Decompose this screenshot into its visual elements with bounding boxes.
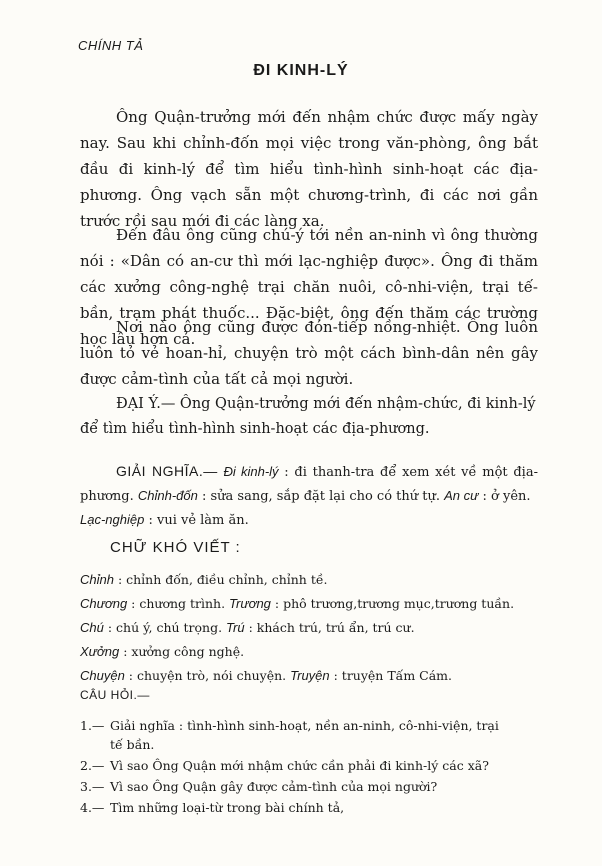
question-text: Giải nghĩa : tình-hình sinh-hoạt, nền an-ninh, cô-nhi-viện, trại: [110, 718, 499, 733]
spelling-line: [80, 640, 550, 664]
spelling-word: Chuyện: [80, 668, 125, 683]
question-number: 3.—: [80, 779, 105, 794]
spelling-word: Chương: [80, 596, 128, 611]
vocabulary-entry: [138, 489, 444, 504]
spelling-examples: : phô trương,trương mục,trương tuần.: [270, 596, 515, 611]
spelling-line: [80, 616, 550, 640]
vocabulary-term: Chỉnh-đốn: [137, 488, 198, 503]
spelling-examples: : khách trú, trú ẩn, trú cư.: [244, 620, 415, 635]
vocabulary-term: An cư: [444, 488, 479, 503]
question-item: [80, 777, 550, 796]
questions-list: [80, 716, 550, 819]
spelling-word: Chú: [80, 620, 104, 635]
vocabulary-entry: [444, 489, 530, 504]
spelling-word: Trương: [229, 596, 271, 611]
paragraph-1: Ông Quận-trưởng mới đến nhậm chức được mấy ngày nay. Sau khi chỉnh-đốn mọi việc trong văn-phòng, ông bắt đầu đi kinh-lý để tìm hiểu tình-hình sinh-hoạt các địa-phương. Ông vạch sẵn một chương-trình, đi các nơi gần trước rồi sau mới đi các làng xa.: [80, 108, 538, 230]
question-text: Vì sao Ông Quận mới nhậm chức cần phải đi kinh-lý các xã?: [110, 758, 489, 773]
vocabulary-definition: : ở yên.: [478, 489, 531, 504]
vocabulary-definition: : đi thanh-tra để xem xét về một địa-phương.: [80, 465, 538, 504]
spelling-examples: : truyện Tấm Cám.: [329, 668, 452, 683]
spelling-examples: : chương trình.: [127, 596, 230, 611]
spelling-line: [80, 664, 550, 688]
question-number: 1.—: [80, 718, 105, 733]
vocabulary-term: Đi kinh-lý: [223, 464, 279, 479]
spelling-word: Trú: [226, 620, 245, 635]
question-text: Vì sao Ông Quận gây được cảm-tình của mọi người?: [110, 779, 438, 794]
spelling-examples: : chỉnh đốn, điều chỉnh, chỉnh tề.: [113, 572, 328, 587]
spelling-list: [80, 568, 550, 688]
spelling-examples: : xưởng công nghệ.: [119, 644, 245, 659]
spelling-word: Truyện: [290, 668, 330, 683]
question-text: Tìm những loại-từ trong bài chính tả,: [110, 800, 345, 815]
vocabulary-entry: [80, 513, 249, 528]
spelling-word: Xưởng: [80, 644, 120, 659]
main-idea: ĐẠI Ý.— Ông Quận-trưởng mới đến nhậm-chức, đi kinh-lý để tìm hiểu tình-hình sinh-hoạt các địa-phương.: [80, 396, 536, 437]
page-title: ĐI KINH-LÝ: [253, 62, 349, 79]
question-continuation: tế bần.: [110, 737, 155, 752]
vocabulary-heading: GIẢI NGHĨA.—: [116, 463, 218, 479]
question-item: [80, 756, 550, 775]
question-item: [80, 716, 550, 754]
spelling-line: [80, 568, 550, 592]
vocabulary-term: Lạc-nghiệp: [80, 512, 145, 527]
vocabulary-definition: : vui vẻ làm ăn.: [144, 513, 249, 528]
paragraph-3: Nơi nào ông cũng được đón-tiếp nồng-nhiệt. Ông luôn luôn tỏ vẻ hoan-hỉ, chuyện trò một cách bình-dân nên gây được cảm-tình của tất cả mọi người.: [80, 318, 538, 388]
spelling-examples: : chuyện trò, nói chuyện.: [124, 668, 291, 683]
question-item: [80, 798, 550, 817]
vocabulary-definition: : sửa sang, sắp đặt lại cho có thứ tự.: [197, 489, 445, 504]
spelling-line: [80, 592, 550, 616]
spelling-examples: : chú ý, chú trọng.: [103, 620, 227, 635]
question-number: 4.—: [80, 800, 105, 815]
question-number: 2.—: [80, 758, 105, 773]
section-tag: CHÍNH TẢ: [78, 38, 144, 53]
spelling-heading: CHỮ KHÓ VIẾT :: [110, 539, 241, 556]
paragraph-2: Đến đâu ông cũng chú-ý tới nền an-ninh vì ông thường nói : «Dân có an-cư thì mới lạc-nghiệp được». Ông đi thăm các xưởng công-nghệ trại chăn nuôi, cô-nhi-viện, trại tế-bần, trạm phát thuốc... Đặc-biệt, ông đến thăm các trường học lâu hơn cả.: [80, 226, 538, 348]
spelling-word: Chỉnh: [80, 572, 114, 587]
vocabulary-explanation: [80, 460, 538, 532]
questions-heading: CÂU HỎI.—: [80, 688, 150, 702]
